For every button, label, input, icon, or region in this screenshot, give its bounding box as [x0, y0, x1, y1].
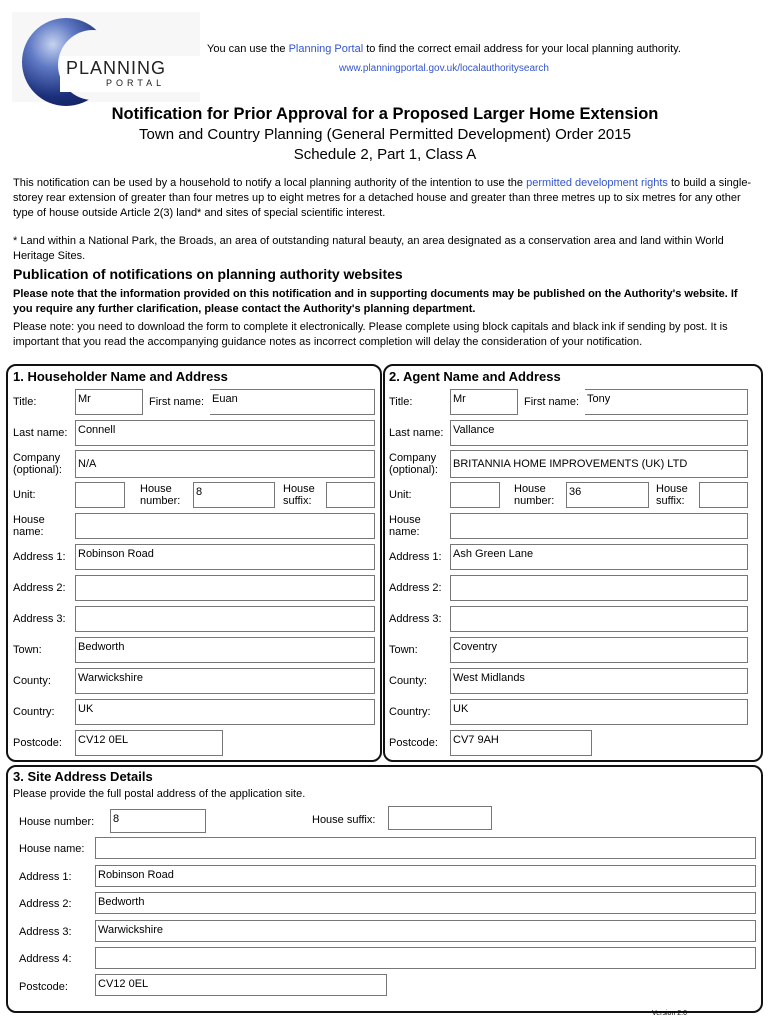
- householder-first-name-label: First name:: [149, 396, 205, 408]
- householder-house-suffix-label: House suffix:: [283, 483, 315, 507]
- agent-county-label: County:: [389, 675, 427, 687]
- agent-first-name-field[interactable]: Tony: [585, 389, 748, 415]
- site-address4-field[interactable]: [95, 947, 756, 969]
- householder-unit-label: Unit:: [13, 489, 36, 501]
- householder-county-field[interactable]: Warwickshire: [75, 668, 375, 694]
- agent-address3-field[interactable]: [450, 606, 748, 632]
- site-address2-label: Address 2:: [19, 898, 72, 910]
- form-title: Notification for Prior Approval for a Proposed Larger Home Extension: [111, 105, 659, 123]
- householder-postcode-label: Postcode:: [13, 737, 62, 749]
- agent-postcode-label: Postcode:: [389, 737, 438, 749]
- householder-address1-field[interactable]: Robinson Road: [75, 544, 375, 570]
- site-house-name-field[interactable]: [95, 837, 756, 859]
- logo-text-planning: PLANNING: [66, 58, 167, 78]
- householder-house-name-field[interactable]: [75, 513, 375, 539]
- agent-address2-field[interactable]: [450, 575, 748, 601]
- header-note: You can use the Planning Portal to find the correct email address for your local planning authority.: [207, 43, 681, 55]
- agent-town-label: Town:: [389, 644, 418, 656]
- intro-paragraph: This notification can be used by a household to notify a local planning authority of the intention to use the permitted development rights to build a single-storey rear extension of greater than four metres up to eight metres for a detached house and greater than three metres up to six metres for any other type of house outside Article 2(3) land* and sites of special scientific interest.: [13, 177, 752, 219]
- householder-address1-label: Address 1:: [13, 551, 66, 563]
- publication-heading: Publication of notifications on planning authority websites: [13, 266, 403, 282]
- site-address-heading: 3. Site Address Details: [13, 769, 153, 784]
- householder-house-name-label: House name:: [13, 514, 45, 538]
- site-address4-label: Address 4:: [19, 953, 72, 965]
- householder-address2-label: Address 2:: [13, 582, 66, 594]
- agent-last-name-field[interactable]: Vallance: [450, 420, 748, 446]
- agent-last-name-label: Last name:: [389, 427, 444, 439]
- householder-town-label: Town:: [13, 644, 42, 656]
- planning-portal-link[interactable]: Planning Portal: [288, 43, 364, 55]
- householder-title-label: Title:: [13, 396, 37, 408]
- householder-first-name-field[interactable]: Euan: [210, 389, 375, 415]
- form-subtitle: Town and Country Planning (General Permitted Development) Order 2015: [139, 126, 631, 143]
- agent-unit-label: Unit:: [389, 489, 412, 501]
- agent-town-field[interactable]: Coventry: [450, 637, 748, 663]
- agent-address3-label: Address 3:: [389, 613, 442, 625]
- agent-title-field[interactable]: Mr: [450, 389, 518, 415]
- site-house-suffix-field[interactable]: [388, 806, 492, 830]
- agent-company-label: Company (optional):: [389, 452, 438, 476]
- agent-address2-label: Address 2:: [389, 582, 442, 594]
- householder-address2-field[interactable]: [75, 575, 375, 601]
- agent-country-label: Country:: [389, 706, 431, 718]
- householder-address3-field[interactable]: [75, 606, 375, 632]
- logo-text-portal: PORTAL: [106, 78, 166, 88]
- householder-address3-label: Address 3:: [13, 613, 66, 625]
- agent-house-number-label: House number:: [514, 483, 555, 507]
- householder-town-field[interactable]: Bedworth: [75, 637, 375, 663]
- householder-last-name-field[interactable]: Connell: [75, 420, 375, 446]
- agent-house-suffix-label: House suffix:: [656, 483, 688, 507]
- agent-postcode-field[interactable]: CV7 9AH: [450, 730, 592, 756]
- householder-country-label: Country:: [13, 706, 55, 718]
- site-address3-field[interactable]: Warwickshire: [95, 920, 756, 942]
- site-postcode-field[interactable]: CV12 0EL: [95, 974, 387, 996]
- householder-unit-field[interactable]: [75, 482, 125, 508]
- local-authority-search-link[interactable]: www.planningportal.gov.uk/localauthoritysearch: [339, 63, 549, 74]
- agent-country-field[interactable]: UK: [450, 699, 748, 725]
- site-address1-label: Address 1:: [19, 871, 72, 883]
- householder-heading: 1. Householder Name and Address: [13, 369, 228, 384]
- site-postcode-label: Postcode:: [19, 981, 68, 993]
- version-label: Version 2.0: [652, 1010, 688, 1017]
- householder-county-label: County:: [13, 675, 51, 687]
- agent-title-label: Title:: [389, 396, 413, 408]
- agent-county-field[interactable]: West Midlands: [450, 668, 748, 694]
- agent-house-suffix-field[interactable]: [699, 482, 748, 508]
- publication-note: Please note: you need to download the form to complete it electronically. Please complete using block capitals and black ink if sending by post. It is important that you read the accompanying guidance notes as incorrect completion will delay the consideration of your notification.: [13, 321, 728, 348]
- agent-address1-field[interactable]: Ash Green Lane: [450, 544, 748, 570]
- agent-first-name-label: First name:: [524, 396, 580, 408]
- agent-house-name-label: House name:: [389, 514, 421, 538]
- householder-company-field[interactable]: N/A: [75, 450, 375, 478]
- site-address-instruction: Please provide the full postal address of the application site.: [13, 788, 306, 800]
- form-schedule: Schedule 2, Part 1, Class A: [293, 146, 477, 163]
- householder-last-name-label: Last name:: [13, 427, 68, 439]
- permitted-development-link[interactable]: permitted development rights: [526, 177, 668, 189]
- householder-house-number-field[interactable]: 8: [193, 482, 275, 508]
- agent-house-number-field[interactable]: 36: [566, 482, 649, 508]
- site-address1-field[interactable]: Robinson Road: [95, 865, 756, 887]
- agent-heading: 2. Agent Name and Address: [389, 369, 561, 384]
- agent-unit-field[interactable]: [450, 482, 500, 508]
- householder-house-number-label: House number:: [140, 483, 181, 507]
- site-house-name-label: House name:: [19, 843, 85, 855]
- site-house-number-field[interactable]: 8: [110, 809, 206, 833]
- publication-bold-note: Please note that the information provided on this notification and in supporting documents may be published on the Authority's website. If you require any further clarification, please contact the Authority's planning department.: [13, 288, 738, 315]
- householder-house-suffix-field[interactable]: [326, 482, 375, 508]
- householder-title-field[interactable]: Mr: [75, 389, 143, 415]
- householder-country-field[interactable]: UK: [75, 699, 375, 725]
- site-house-number-label: House number:: [19, 816, 95, 828]
- agent-house-name-field[interactable]: [450, 513, 748, 539]
- agent-address1-label: Address 1:: [389, 551, 442, 563]
- footnote-paragraph: * Land within a National Park, the Broads, an area of outstanding natural beauty, an area designated as a conservation area and land within World Heritage Sites.: [13, 235, 724, 262]
- site-address3-label: Address 3:: [19, 926, 72, 938]
- householder-company-label: Company (optional):: [13, 452, 62, 476]
- householder-postcode-field[interactable]: CV12 0EL: [75, 730, 223, 756]
- site-address2-field[interactable]: Bedworth: [95, 892, 756, 914]
- agent-company-field[interactable]: BRITANNIA HOME IMPROVEMENTS (UK) LTD: [450, 450, 748, 478]
- site-house-suffix-label: House suffix:: [312, 814, 376, 826]
